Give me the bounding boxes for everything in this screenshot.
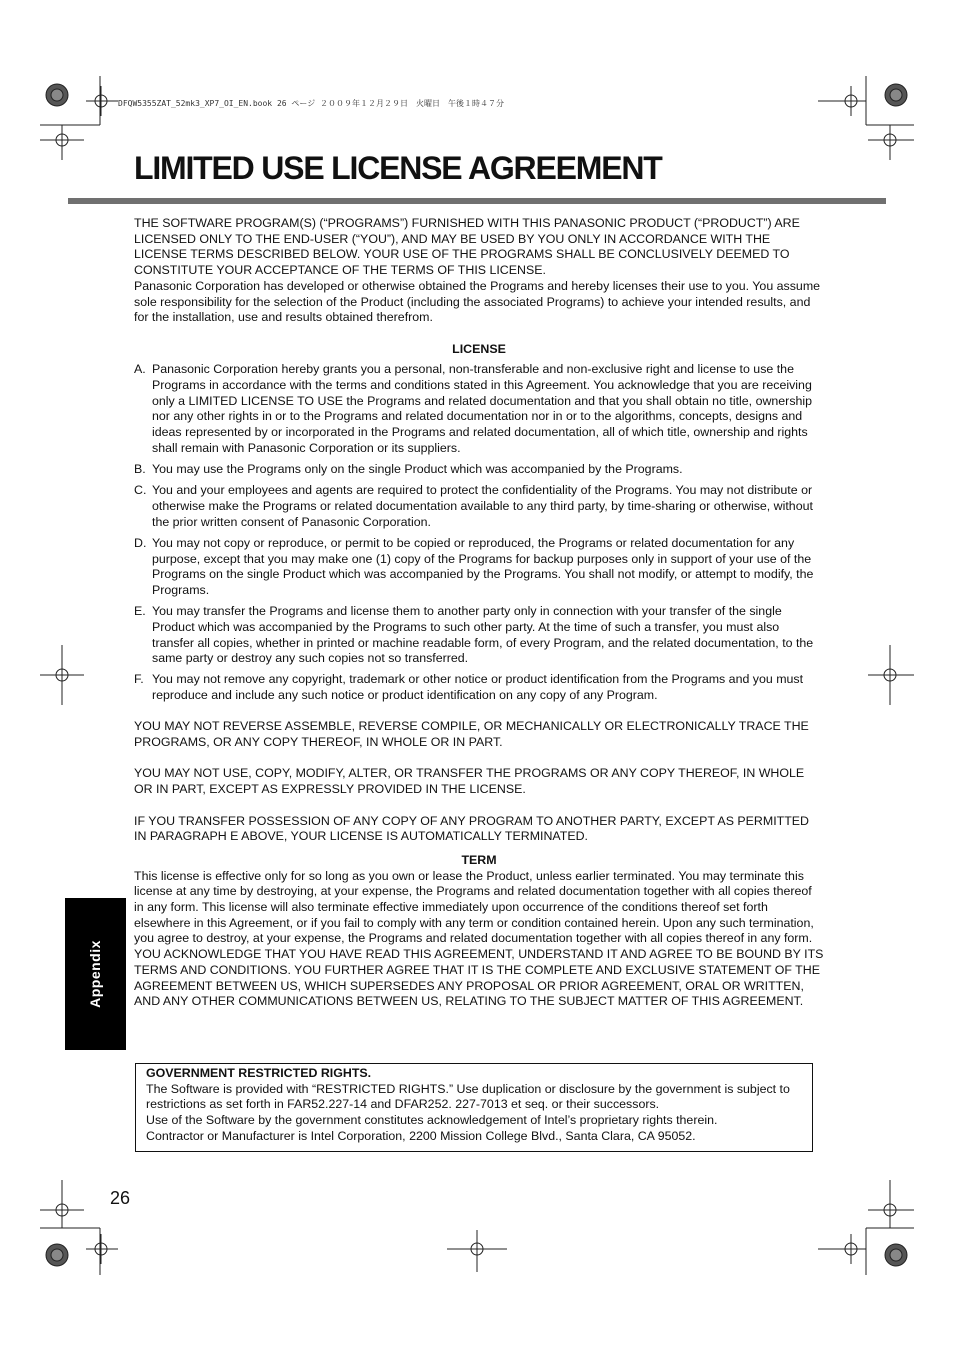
list-item (134, 483, 824, 530)
page-title: LIMITED USE LICENSE AGREEMENT (134, 150, 662, 186)
list-item (134, 672, 824, 703)
term-body-paragraph: This license is effective only for so long as you own or lease the Product, unless earlier terminated. You may terminate this license at any time by destroying, at your expense, the Programs and related documentation together with all copies thereof in any form. This license will also terminate effective immediately upon occurrence of the conditions thereof set forth elsewhere in this Agreement, or if you fail to comply with any term or condition contained herein. Upon any such termination, you agree to destroy, at your expense, the Programs and related documentation together with all copies thereof in any form. (134, 868, 814, 946)
intro-caps-paragraph: THE SOFTWARE PROGRAM(S) (“PROGRAMS”) FURNISHED WITH THIS PANASONIC PRODUCT (“PRODUCT”) ARE LICENSED ONLY TO THE END-USER (“YOU”), AND MAY BE USED BY YOU ONLY IN ACCORDANCE WITH THE LICENSE TERMS DESCRIBED BELOW. YOUR USE OF THE PROGRAMS SHALL BE CONCLUSIVELY DEEMED TO CONSTITUTE YOUR ACCEPTANCE OF THE TERMS OF THIS LICENSE. (134, 216, 800, 278)
print-header-line: DFQW5355ZAT_52mk3_XP7_OI_EN.book 26 ページ ２００９年１２月２９日 火曜日 午後１時４７分 (118, 99, 505, 108)
no-copy-paragraph: YOU MAY NOT USE, COPY, MODIFY, ALTER, OR TRANSFER THE PROGRAMS OR ANY COPY THEREOF, IN WHOLE OR IN PART, EXCEPT AS EXPRESSLY PROVIDED IN THE LICENSE. (134, 766, 805, 797)
list-item (134, 462, 824, 478)
list-item-text: You may not copy or reproduce, or permit to be copied or reproduced, the Programs or related documentation for any purpose, except that you may make one (1) copy of the Programs for backup purposes only in support of your use of the Programs on the single Product which was accompanied by the Programs. You shall not modify, or attempt to modify, the Programs. (152, 535, 814, 597)
agreement-body (134, 216, 824, 1010)
transfer-termination-paragraph: IF YOU TRANSFER POSSESSION OF ANY COPY OF ANY PROGRAM TO ANOTHER PARTY, EXCEPT AS PERMITTED IN PARAGRAPH E ABOVE, YOUR LICENSE IS AUTOMATICALLY TERMINATED. (134, 813, 809, 844)
list-item-label: F. (134, 672, 144, 687)
list-item-label: E. (134, 604, 146, 619)
license-list (134, 362, 824, 704)
list-item-text: You may use the Programs only on the single Product which was accompanied by the Programs. (152, 462, 683, 477)
term-heading: TERM (461, 852, 497, 867)
list-item-text: You may not remove any copyright, trademark or other notice or product identification from the Programs and you must reproduce and include any such notice or product identification on any copy of any Program. (152, 672, 804, 703)
list-item-label: C. (134, 483, 147, 498)
reverse-assembly-paragraph: YOU MAY NOT REVERSE ASSEMBLE, REVERSE COMPILE, OR MECHANICALLY OR ELECTRONICALLY TRACE THE PROGRAMS, OR ANY COPY THEREOF, IN WHOLE OR IN PART. (134, 719, 809, 750)
list-item-text: You and your employees and agents are required to protect the confidentiality of the Programs. You may not distribute or otherwise make the Programs or related documentation available to any third party, by time-sharing or otherwise, without the prior written consent of Panasonic Corporation. (152, 483, 813, 529)
list-item (134, 536, 824, 599)
list-item-label: B. (134, 462, 146, 477)
title-rule (68, 198, 886, 204)
government-rights-line: The Software is provided with “RESTRICTED RIGHTS.” Use duplication or disclosure by the government is subject to restrictions as set forth in FAR52.227-14 and DFAR252. 227-7013 et seq. or their successors. (146, 1081, 790, 1112)
list-item (134, 362, 824, 456)
appendix-side-tab (65, 898, 126, 1050)
government-rights-heading: GOVERNMENT RESTRICTED RIGHTS. (146, 1066, 372, 1080)
government-rights-line: Use of the Software by the government constitutes acknowledgement of Intel’s proprietary rights therein. (146, 1113, 718, 1128)
list-item-text: Panasonic Corporation hereby grants you a personal, non-transferable and non-exclusive right and license to use the Programs in accordance with the terms and conditions stated in this Agreement. You acknowledge that you are receiving only a LIMITED LICENSE TO USE the Programs and related documentation and that you shall obtain no title, ownership nor any other rights in or to the Programs and related documentation nor in or to the algorithms, concepts, designs and ideas represented by or incorporated in the Programs and related documentation, all of which title, ownership and rights shall remain with Panasonic Corporation or its suppliers. (152, 362, 813, 455)
list-item-label: A. (134, 362, 146, 377)
list-item-text: You may transfer the Programs and license them to another party only in connection with your transfer of the single Product which was accompanied by the Programs to such other party. At the time of such a transfer, you must also transfer all copies, whether in printed or machine readable form, of every Program, and the related documentation, to the same party or destroy any such copies not so transferred. (152, 604, 814, 666)
acknowledge-paragraph: YOU ACKNOWLEDGE THAT YOU HAVE READ THIS AGREEMENT, UNDERSTAND IT AND AGREE TO BE BOUND BY ITS TERMS AND CONDITIONS. YOU FURTHER AGREE THAT IT IS THE COMPLETE AND EXCLUSIVE STATEMENT OF THE AGREEMENT BETWEEN US, WHICH SUPERSEDES ANY PROPOSAL OR PRIOR AGREEMENT, ORAL OR WRITTEN, AND ANY OTHER COMMUNICATIONS BETWEEN US, RELATING TO THE SUBJECT MATTER OF THIS AGREEMENT. (134, 947, 824, 1009)
license-heading: LICENSE (452, 341, 506, 356)
list-item (134, 604, 824, 667)
page-number: 26 (110, 1188, 131, 1208)
side-tab-label: Appendix (87, 940, 103, 1008)
list-item-label: D. (134, 535, 147, 550)
intro-body-paragraph: Panasonic Corporation has developed or otherwise obtained the Programs and hereby licenses their use to you. You assume sole responsibility for the selection of the Product (including the associated Programs) to achieve your intended results, and for the installation, use and results obtained therefrom. (134, 278, 821, 325)
government-rights-line: Contractor or Manufacturer is Intel Corporation, 2200 Mission College Blvd., Santa Clara, CA 95052. (146, 1128, 696, 1143)
government-rights-box (135, 1063, 813, 1152)
